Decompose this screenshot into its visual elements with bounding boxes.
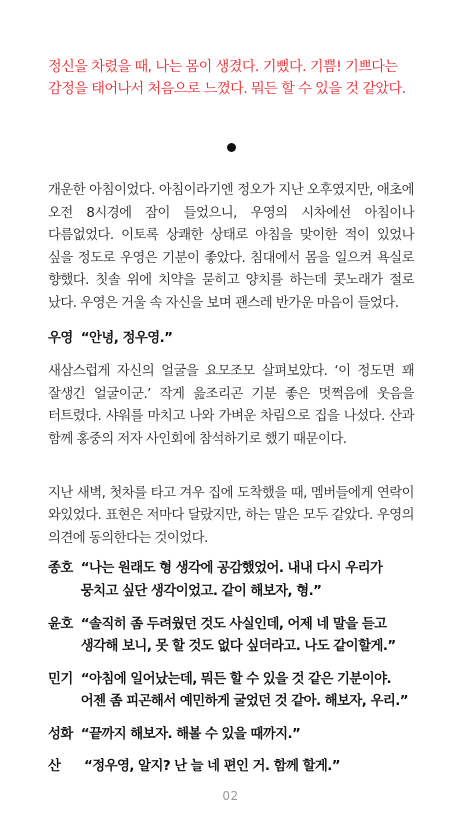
dialogue-line: “나는 원래도 형 생각에 공감했었어. 내내 다시 우리가 뭉치고 싶단 생각이었고. 같이 해보자, 형.” bbox=[80, 561, 383, 599]
dialogue-line: “아침에 일어났는데, 뭐든 할 수 있을 것 같은 기분이야. 어젠 좀 피곤해서 예민하게 굴었던 것 같아. 해보자, 우리.” bbox=[80, 671, 409, 710]
dialogue-seonghwa bbox=[48, 724, 414, 747]
dialogue-line: “솔직히 좀 두려웠던 것도 사실인데, 어제 네 말을 듣고 생각해 보니, 못 할 것도 없다 싶더라고. 나도 같이할게.” bbox=[80, 616, 396, 655]
dialogue-san bbox=[48, 756, 414, 779]
dialogue-yunho bbox=[48, 614, 414, 659]
dialogue-jongho bbox=[48, 558, 414, 603]
dialogue-speaker: 종호 bbox=[48, 561, 73, 577]
paragraph-2: 새삼스럽게 자신의 얼굴을 요모조모 살펴보았다. ‘이 정도면 꽤 잘생긴 얼굴이군.’ 작게 읊조리곤 기분 좋은 멋쩍음에 웃음을 터트렸다. 샤워를 마치고 나와 가벼운 차림으로 집을 나섰다. 산과 함께 홍중의 저자 사인회에 참석하기로 했기 때문이다. bbox=[48, 364, 414, 447]
page-number: 02 bbox=[222, 789, 239, 803]
paragraph-1: 개운한 아침이었다. 아침이라기엔 정오가 지난 오후였지만, 애초에 오전 8시경에 잠이 들었으니, 우영의 시차에선 아침이나 다름없었다. 이토록 상쾌한 상태로 아침을 맞이한 적이 있었나 싶을 정도로 우영은 기분이 좋았다. 침대에서 몸을 일으켜 욕실로 향했다. 칫솔 위에 치약을 묻히고 양치를 하는데 콧노래가 절로 났다. 우영은 거울 속 자신을 보며 괜스레 반가운 마음이 들었다. bbox=[48, 183, 414, 311]
section-divider-dot bbox=[227, 143, 236, 152]
page-content bbox=[48, 56, 414, 779]
dialogue-speaker: 우영 bbox=[48, 330, 73, 346]
dialogue-wooyoung bbox=[48, 328, 414, 351]
dialogue-speaker: 윤호 bbox=[48, 616, 73, 632]
paragraph-3: 지난 새벽, 첫차를 타고 겨우 집에 도착했을 때, 멤버들에게 연락이 와있었다. 표현은 저마다 달랐지만, 하는 말은 모두 같았다. 우영의 의견에 동의한다는 것이었다. bbox=[48, 485, 414, 546]
intro-text: 정신을 차렸을 때, 나는 몸이 생겼다. 기뻤다. 기쁨! 기쁘다는 감정을 태어나서 처음으로 느꼈다. 뭐든 할 수 있을 것 같았다. bbox=[48, 59, 406, 97]
dialogue-speaker: 산 bbox=[48, 759, 61, 775]
dialogue-mingi bbox=[48, 669, 414, 714]
dialogue-line: “안녕, 정우영.” bbox=[80, 330, 173, 346]
dialogue-line: “끝까지 해보자. 해볼 수 있을 때까지.” bbox=[80, 726, 301, 742]
dialogue-speaker: 민기 bbox=[48, 671, 73, 687]
dialogue-speaker: 성화 bbox=[48, 726, 73, 742]
dialogue-line: “정우영, 알지? 난 늘 네 편인 거. 함께 할게.” bbox=[84, 759, 341, 775]
